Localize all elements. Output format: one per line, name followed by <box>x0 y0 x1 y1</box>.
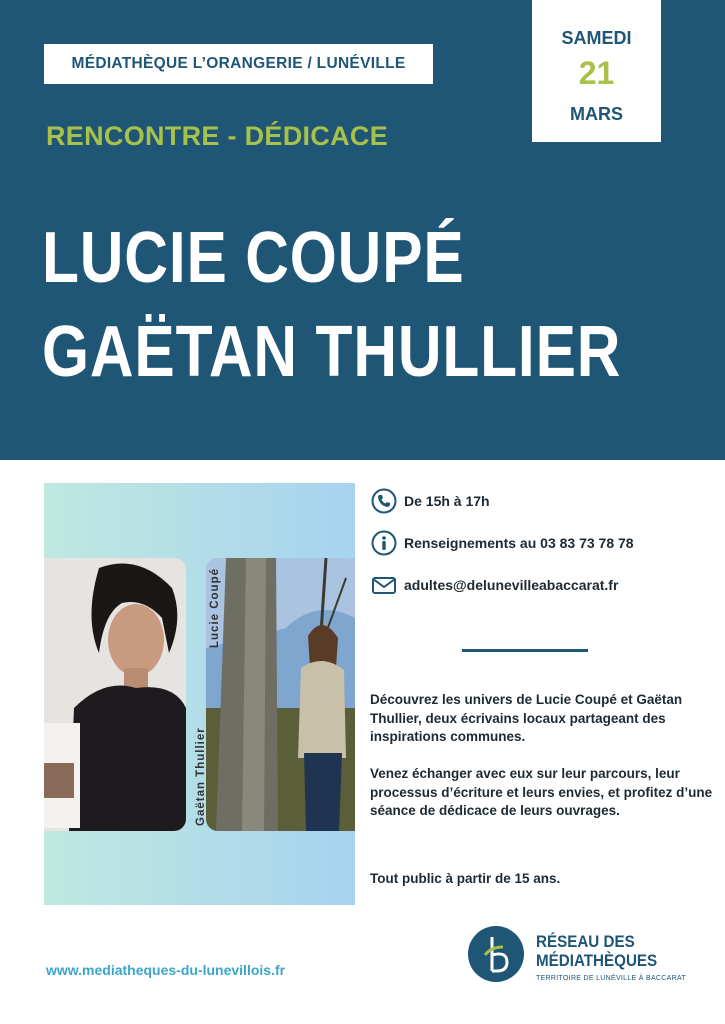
photo-label-gaetan: Gaëtan Thullier <box>195 727 207 826</box>
description-paragraph-2: Venez échanger avec eux sur leur parcours, leur processus d’écriture et leurs envies, et profitez d’une séance de dédicace de leurs ouvrages. <box>370 766 713 818</box>
author-photo-gaetan <box>44 558 186 831</box>
date-box <box>532 0 661 142</box>
author-name-1: LUCIE COUPÉ <box>42 218 465 298</box>
divider <box>462 649 588 652</box>
info-phone <box>370 529 634 557</box>
info-icon <box>370 529 398 557</box>
info-email[interactable] <box>370 571 618 599</box>
info-phone-text: Renseignements au 03 83 73 78 78 <box>404 535 634 551</box>
event-type: RENCONTRE - DÉDICACE <box>46 121 389 151</box>
date-day: SAMEDI <box>561 28 632 48</box>
audience-note: Tout public à partir de 15 ans. <box>370 871 561 886</box>
phone-icon <box>370 487 398 515</box>
info-hours-text: De 15h à 17h <box>404 493 490 509</box>
info-email-text[interactable]: adultes@delunevilleabaccarat.fr <box>404 577 619 593</box>
author-name-2: GAËTAN THULLIER <box>42 312 622 392</box>
network-logo-subtitle: TERRITOIRE DE LUNÉVILLE À BACCARAT <box>536 975 686 982</box>
logo-title-line-1: RÉSEAU DES <box>536 933 635 951</box>
website-link[interactable]: www.mediatheques-du-lunevillois.fr <box>46 962 286 978</box>
envelope-icon <box>370 571 398 599</box>
logo-title-line-2: MÉDIATHÈQUES <box>536 952 658 970</box>
photo-panel <box>44 483 355 905</box>
photo-label-lucie: Lucie Coupé <box>209 567 221 648</box>
author-photo-lucie <box>206 558 355 831</box>
venue-label: MÉDIATHÈQUE L’ORANGERIE / LUNÉVILLE <box>44 44 433 84</box>
network-logo-title <box>536 933 657 971</box>
network-logo-icon <box>467 925 525 983</box>
description-paragraph-1: Découvrez les univers de Lucie Coupé et Gaëtan Thullier, deux écrivains locaux partageant des inspirations communes. <box>370 692 683 744</box>
info-hours <box>370 487 490 515</box>
date-month: MARS <box>570 104 623 124</box>
date-number: 21 <box>578 55 615 91</box>
